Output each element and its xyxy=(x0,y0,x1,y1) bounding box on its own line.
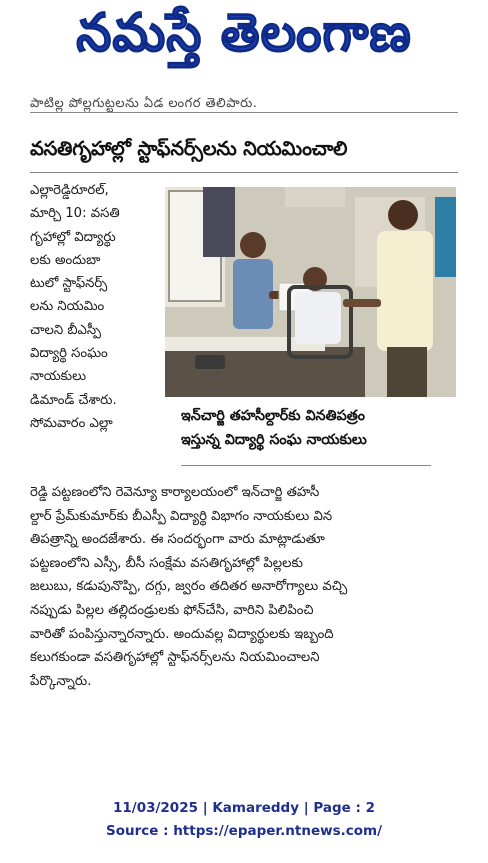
text-line: ఎల్లారెడ్డిరూరల్, xyxy=(30,183,109,198)
photo-illustration xyxy=(165,187,456,397)
article-headline: వసతిగృహాల్లో స్టాఫ్‌నర్స్‌లను నియమించాలి xyxy=(30,137,348,160)
text-line: నప్పుడు పిల్లల తల్లిదండ్రులకు ఫోన్‌చేసి, వారిని పిలిపించి xyxy=(30,602,314,618)
article-body xyxy=(30,481,458,693)
news-photo xyxy=(165,187,456,397)
text-line: డిమాండ్ చేశారు. xyxy=(30,392,117,408)
clipped-text-line: పాటిల్ల పోల్లగుట్టలను ఏడ లంగర తెలిపారు. xyxy=(30,96,258,111)
footer-source-link[interactable]: Source : https://epaper.ntnews.com/ xyxy=(105,823,383,839)
photo-caption-line: ఇన్‌చార్జి తహసీల్దార్‌కు వినతిపత్రం xyxy=(181,408,365,424)
left-column-text xyxy=(30,179,157,435)
text-line: లను నియమిం xyxy=(30,299,105,315)
text-line: కలుగకుండా వసతిగృహాల్లో స్టాఫ్‌నర్స్‌లను నియమించాలని xyxy=(30,650,320,666)
text-line: చాలని బీఎస్పీ xyxy=(30,322,101,338)
text-line: రెడ్డి పట్టణంలోని రెవెన్యూ కార్యాలయంలో ఇన్‌చార్జి తహసీ xyxy=(30,485,320,500)
text-line: గృహాల్లో విద్యార్థు xyxy=(30,229,116,245)
text-line: విద్యార్థి సంఘం xyxy=(30,346,108,362)
text-line: ల్దార్ ప్రేమ్‌కుమార్‌కు బీఎస్పీ విద్యార్థి విభాగం నాయకులు విన xyxy=(30,508,333,524)
photo-caption-line: ఇస్తున్న విద్యార్థి సంఘ నాయకులు xyxy=(181,432,367,448)
text-line: మార్చి 10: వసతి xyxy=(30,206,120,222)
footer-date-line: 11/03/2025 | Kamareddy | Page : 2 xyxy=(112,800,375,816)
newspaper-logo: నమస్తే తెలంగాణ xyxy=(76,1,412,63)
text-line: పట్టణంలోని ఎస్సీ, బీసీ సంక్షేమ వసతిగృహాల్లో పిల్లలకు xyxy=(30,555,303,571)
text-line: తిపత్రాన్ని అందజేశారు. ఈ సందర్భంగా వారు మాట్లాడుతూ xyxy=(30,532,325,548)
masthead xyxy=(0,0,488,78)
text-line: జలుబు, కడుపునొప్పి, దగ్గు, జ్వరం తదితర అనారోగ్యాలు వచ్చి xyxy=(30,579,348,595)
text-line: సోమవారం ఎల్లా xyxy=(30,415,113,431)
text-line: వారితో పంపిస్తున్నారన్నారు. అందువల్ల విద్యార్థులకు ఇబ్బంది xyxy=(30,626,334,642)
text-line: పేర్కొన్నారు. xyxy=(30,673,92,689)
text-line: టులో స్టాఫ్‌నర్స్ xyxy=(30,276,108,292)
previous-article-fragment xyxy=(0,90,488,112)
top-divider xyxy=(30,112,458,113)
caption-divider xyxy=(181,465,431,466)
text-line: నాయకులు xyxy=(30,369,87,385)
headline-divider xyxy=(30,172,458,173)
text-line: లకు అందుబా xyxy=(30,252,101,268)
